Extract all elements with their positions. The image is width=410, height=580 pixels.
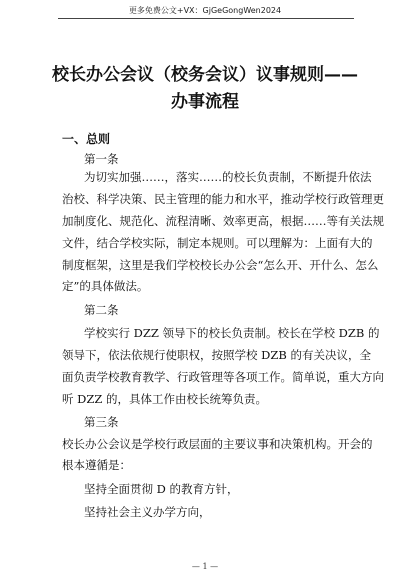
article-3-line: 根本遵循是： bbox=[62, 458, 131, 472]
article-2-line: 听 DZZ 的，具体工作由校长统筹负责。 bbox=[62, 392, 268, 406]
article-2-line: 领导下，依法依规行使职权，按照学校 DZB 的有关决议，全 bbox=[62, 348, 371, 362]
article-3-item: 坚持社会主义办学方向， bbox=[84, 505, 211, 519]
document-title-line-1: 校长办公会议（校务会议）议事规则—— bbox=[52, 65, 358, 85]
article-1-line: 加制度化、规范化、流程清晰、效率更高，根据……等有关法规 bbox=[62, 214, 384, 228]
header-divider bbox=[58, 18, 354, 19]
document-title-line-2: 办事流程 bbox=[171, 92, 239, 112]
article-1-line: 为切实加强……，落实……的校长负责制，不断提升依法 bbox=[84, 170, 372, 184]
article-3-item: 坚持全面贯彻 D 的教育方针， bbox=[84, 482, 239, 496]
page-number: — 1 — bbox=[191, 562, 219, 571]
section-heading: 一、总则 bbox=[62, 132, 111, 146]
article-1-line: 制度框架，这里是我们学校校长办公会“怎么开、开什么、怎么 bbox=[62, 258, 379, 272]
header-note: 更多免费公文+VX：GjGeGongWen2024 bbox=[128, 6, 282, 15]
article-2-label: 第二条 bbox=[84, 303, 119, 317]
article-3-label: 第三条 bbox=[84, 415, 119, 429]
article-3-line: 校长办公会议是学校行政层面的主要议事和决策机构。开会的 bbox=[62, 437, 373, 451]
article-1-label: 第一条 bbox=[84, 152, 119, 166]
article-2-line: 学校实行 DZZ 领导下的校长负责制。校长在学校 DZB 的 bbox=[84, 326, 380, 340]
article-1-line: 治校、科学决策、民主管理的能力和水平，推动学校行政管理更 bbox=[62, 192, 384, 206]
article-1-line: 文件，结合学校实际，制定本规则。可以理解为：上面有大的 bbox=[62, 236, 373, 250]
article-2-line: 面负责学校教育教学、行政管理等各项工作。简单说，重大方向 bbox=[62, 370, 384, 384]
article-1-line: 定”的具体做法。 bbox=[62, 279, 149, 293]
